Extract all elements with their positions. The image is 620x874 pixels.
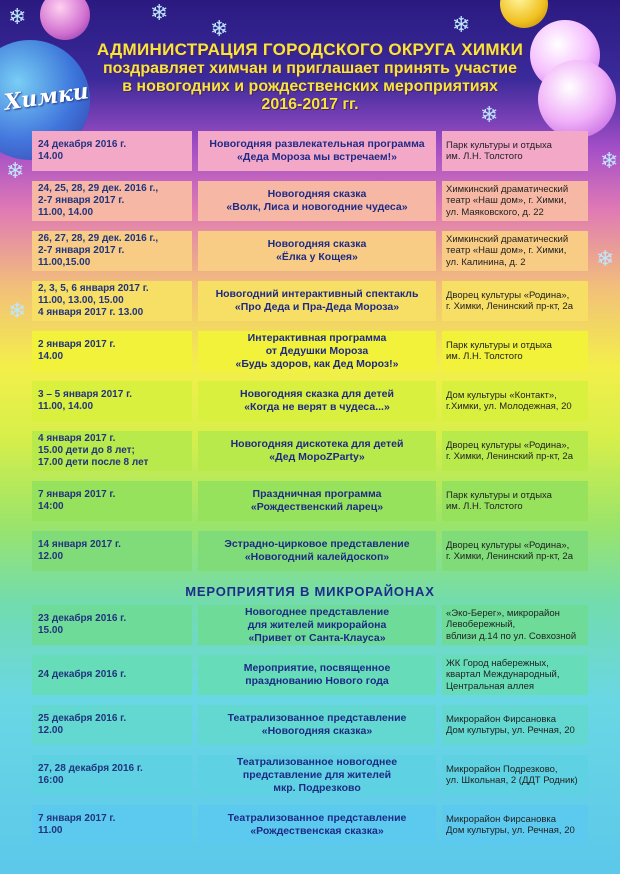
header-subtitle-1: поздравляет химчан и приглашает принять участие — [103, 60, 517, 77]
event-date-line: 7 января 2017 г. — [38, 813, 116, 824]
header-years: 2016-2017 гг. — [261, 96, 359, 113]
event-title-line: Праздничная программа — [252, 488, 382, 500]
event-date — [32, 755, 192, 795]
event-date-line: 16:00 — [38, 775, 64, 786]
event-place-line: Дом культуры «Контакт», — [446, 389, 557, 401]
event-row — [32, 331, 588, 371]
event-place-line: г. Химки, Ленинский пр-кт, 2а — [446, 551, 573, 562]
event-title — [198, 705, 436, 745]
event-date-line: 14.00 — [38, 351, 64, 362]
snowflake-icon: ❄ — [8, 4, 27, 29]
event-row — [32, 605, 588, 645]
event-title — [198, 531, 436, 571]
event-date-line: 2, 3, 5, 6 января 2017 г. — [38, 283, 149, 294]
event-title-line: «Новогодний калейдоскоп» — [244, 551, 390, 563]
event-place — [442, 531, 588, 571]
event-title-line: «Когда не верят в чудеса...» — [244, 401, 390, 413]
event-date-line: 25 декабря 2016 г. — [38, 713, 127, 724]
event-place-line: Химкинский драматический — [446, 183, 569, 195]
event-date-line: 2-7 января 2017 г. — [38, 245, 125, 256]
event-title-line: Новогодний интерактивный спектакль — [215, 288, 419, 300]
event-title — [198, 181, 436, 221]
event-title-line: «Новогодняя сказка» — [261, 725, 373, 737]
event-place-line: Дворец культуры «Родина», — [446, 439, 570, 451]
event-date-line: 17.00 дети после 8 лет — [38, 457, 149, 468]
event-place-line: Дворец культуры «Родина», — [446, 289, 570, 301]
header — [0, 40, 620, 114]
event-place — [442, 231, 588, 271]
event-date-line: 15.00 — [38, 625, 64, 636]
ornament-ball-icon — [500, 0, 548, 28]
event-title — [198, 231, 436, 271]
snowflake-icon: ❄ — [6, 158, 25, 183]
snowflake-icon: ❄ — [596, 246, 615, 271]
event-title — [198, 331, 436, 371]
event-place-line: Дом культуры, ул. Речная, 20 — [446, 825, 575, 836]
event-place-line: Микрорайон Подрезково, — [446, 763, 558, 775]
event-title — [198, 131, 436, 171]
event-date — [32, 281, 192, 321]
event-title-line: «Волк, Лиса и новогодние чудеса» — [226, 201, 408, 213]
event-place — [442, 481, 588, 521]
snowflake-icon: ❄ — [600, 148, 619, 173]
himki-logo: Химки — [2, 78, 91, 116]
event-date-line: 24 декабря 2016 г. — [38, 669, 127, 680]
event-title-line: от Дедушки Мороза — [265, 344, 369, 357]
event-title — [198, 755, 436, 795]
event-place-line: ул. Школьная, 2 (ДДТ Родник) — [446, 775, 578, 786]
event-date — [32, 481, 192, 521]
event-title-line: Новогодняя сказка для детей — [240, 388, 394, 400]
event-title-line: Новогодняя развлекательная программа — [209, 138, 425, 150]
event-place — [442, 655, 588, 695]
event-date-line: 2 января 2017 г. — [38, 339, 116, 350]
event-date — [32, 531, 192, 571]
event-place-line: им. Л.Н. Толстого — [446, 501, 523, 512]
event-date — [32, 181, 192, 221]
event-place-line: Центральная аллея — [446, 680, 535, 692]
event-row — [32, 655, 588, 695]
event-title-line: «Ёлка у Кощея» — [276, 251, 358, 263]
event-title-line: «Рождественский ларец» — [250, 501, 384, 513]
event-title-line: «Привет от Санта-Клауса» — [248, 631, 386, 644]
event-title-line: празднованию Нового года — [245, 675, 389, 687]
event-place-line: «Эко-Берег», микрорайон — [446, 607, 560, 619]
event-title — [198, 605, 436, 645]
event-date — [32, 605, 192, 645]
event-place-line: вблизи д.14 по ул. Совхозной — [446, 630, 577, 642]
event-date-line: 4 января 2017 г. 13.00 — [38, 307, 144, 318]
event-place — [442, 705, 588, 745]
event-row — [32, 481, 588, 521]
event-place-line: ЖК Город набережных, — [446, 657, 549, 669]
event-place — [442, 805, 588, 845]
event-place-line: им. Л.Н. Толстого — [446, 151, 523, 162]
event-place — [442, 331, 588, 371]
event-title-line: «Деда Мороза мы встречаем!» — [237, 151, 397, 163]
event-date-line: 11.00, 14.00 — [38, 401, 94, 412]
event-title-line: Интерактивная программа — [247, 331, 387, 344]
event-row — [32, 755, 588, 795]
event-place-line: Дом культуры, ул. Речная, 20 — [446, 725, 575, 736]
event-place — [442, 755, 588, 795]
event-row — [32, 531, 588, 571]
event-date — [32, 131, 192, 171]
event-date-line: 4 января 2017 г. — [38, 433, 116, 444]
event-place — [442, 281, 588, 321]
event-date — [32, 331, 192, 371]
event-date-line: 23 декабря 2016 г. — [38, 613, 127, 624]
event-row — [32, 705, 588, 745]
snowflake-icon: ❄ — [150, 0, 169, 25]
event-date-line: 14 января 2017 г. — [38, 539, 121, 550]
event-date-line: 12.00 — [38, 551, 64, 562]
event-title-line: Новогодняя сказка — [267, 238, 367, 250]
event-date-line: 14.00 — [38, 151, 64, 162]
event-place-line: Микрорайон Фирсановка — [446, 713, 557, 725]
event-place — [442, 131, 588, 171]
event-place-line: ул. Калинина, д. 2 — [446, 256, 526, 268]
event-date — [32, 705, 192, 745]
event-title — [198, 381, 436, 421]
event-date-line: 14:00 — [38, 501, 64, 512]
event-date-line: 15.00 дети до 8 лет; — [38, 445, 135, 456]
event-title — [198, 481, 436, 521]
event-title-line: Эстрадно-цирковое представление — [224, 538, 410, 550]
event-row — [32, 281, 588, 321]
event-date-line: 24, 25, 28, 29 дек. 2016 г., — [38, 183, 159, 194]
event-place-line: Микрорайон Фирсановка — [446, 813, 557, 825]
event-place-line: г. Химки, Ленинский пр-кт, 2а — [446, 451, 573, 462]
event-row — [32, 381, 588, 421]
snowflake-icon: ❄ — [8, 298, 27, 323]
event-place — [442, 381, 588, 421]
event-row — [32, 805, 588, 845]
event-title-line: «Рождественская сказка» — [250, 825, 384, 837]
snowflake-icon: ❄ — [210, 16, 229, 41]
event-row — [32, 181, 588, 221]
event-place-line: им. Л.Н. Толстого — [446, 351, 523, 362]
event-place-line: театр «Наш дом», г. Химки, — [446, 245, 567, 257]
event-date-line: 2-7 января 2017 г. — [38, 195, 125, 206]
event-date-line: 12.00 — [38, 725, 64, 736]
event-place — [442, 605, 588, 645]
event-title-line: Театрализованное представление — [227, 812, 407, 824]
event-place — [442, 181, 588, 221]
event-place-line: Парк культуры и отдыха — [446, 339, 552, 351]
event-title-line: Мероприятие, посвященное — [243, 662, 391, 674]
event-place — [442, 431, 588, 471]
ornament-ball-icon — [40, 0, 90, 40]
event-date-line: 26, 27, 28, 29 дек. 2016 г., — [38, 233, 159, 244]
event-date-line: 7 января 2017 г. — [38, 489, 116, 500]
event-row — [32, 231, 588, 271]
event-date — [32, 431, 192, 471]
event-row — [32, 431, 588, 471]
event-title-line: мкр. Подрезково — [273, 781, 361, 794]
event-row — [32, 131, 588, 171]
header-title: АДМИНИСТРАЦИЯ ГОРОДСКОГО ОКРУГА ХИМКИ — [96, 40, 524, 59]
section-title: МЕРОПРИЯТИЯ В МИКРОРАЙОНАХ — [185, 584, 435, 599]
event-date — [32, 231, 192, 271]
event-title-line: Новогодняя сказка — [267, 188, 367, 200]
event-date — [32, 805, 192, 845]
event-title — [198, 431, 436, 471]
event-title-line: Театрализованное новогоднее — [236, 755, 398, 768]
event-date — [32, 655, 192, 695]
event-title-line: Новогоднее представление — [244, 605, 390, 618]
event-place-line: Парк культуры и отдыха — [446, 139, 552, 151]
event-title-line: представление для жителей — [242, 768, 392, 781]
snowflake-icon: ❄ — [452, 12, 471, 37]
snowflake-icon: ❄ — [480, 102, 499, 127]
event-date-line: 11.00, 14.00 — [38, 207, 94, 218]
event-place-line: Левобережный, — [446, 619, 516, 631]
event-title-line: Театрализованное представление — [227, 712, 407, 724]
event-title-line: Новогодняя дискотека для детей — [230, 438, 404, 450]
event-place-line: Дворец культуры «Родина», — [446, 539, 570, 551]
event-title-line: для жителей микрорайона — [247, 618, 387, 631]
event-place-line: г. Химки, Ленинский пр-кт, 2а — [446, 301, 573, 312]
event-place-line: Парк культуры и отдыха — [446, 489, 552, 501]
event-date-line: 11.00 — [38, 825, 63, 836]
event-place-line: Химкинский драматический — [446, 233, 569, 245]
event-date-line: 3 – 5 января 2017 г. — [38, 389, 133, 400]
event-place-line: ул. Маяковского, д. 22 — [446, 206, 544, 218]
event-title-line: «Будь здоров, как Дед Мороз!» — [235, 357, 399, 370]
event-date-line: 24 декабря 2016 г. — [38, 139, 127, 150]
event-title — [198, 805, 436, 845]
event-title-line: «Дед МороZParty» — [269, 451, 365, 463]
event-date-line: 27, 28 декабря 2016 г. — [38, 763, 143, 774]
header-subtitle-2: в новогодних и рождественских мероприятиях — [122, 78, 498, 95]
event-title — [198, 655, 436, 695]
event-place-line: театр «Наш дом», г. Химки, — [446, 195, 567, 207]
event-place-line: г.Химки, ул. Молодежная, 20 — [446, 401, 572, 412]
event-place-line: квартал Международный, — [446, 669, 560, 681]
event-title — [198, 281, 436, 321]
event-date — [32, 381, 192, 421]
event-date-line: 11.00, 13.00, 15.00 — [38, 295, 124, 306]
event-date-line: 11.00,15.00 — [38, 257, 91, 268]
event-title-line: «Про Деда и Пра-Деда Мороза» — [234, 301, 400, 313]
